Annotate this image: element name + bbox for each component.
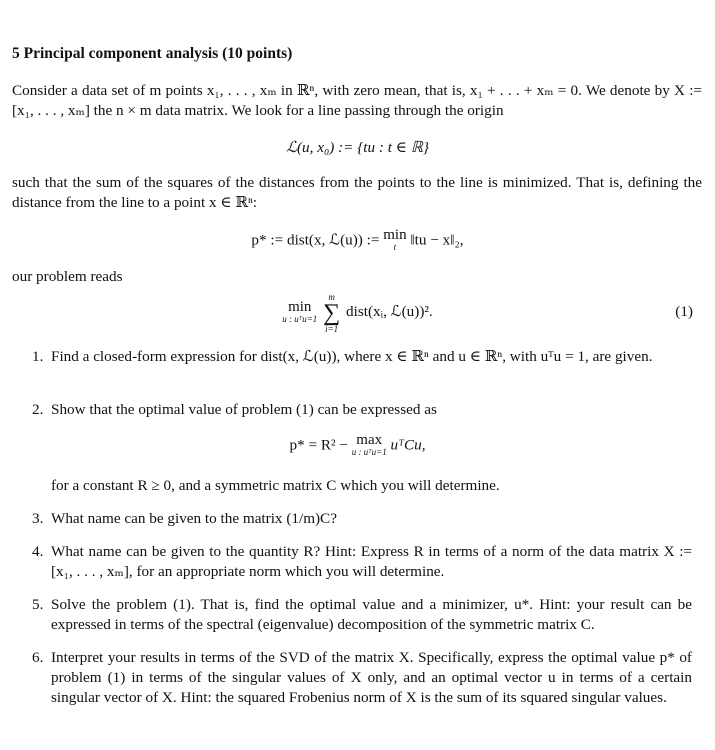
equation-distance bbox=[0, 229, 715, 253]
intro-paragraph-3: our problem reads bbox=[12, 268, 123, 285]
distance-rhs: ‖tu − x‖₂, bbox=[410, 231, 464, 249]
equation-line-definition bbox=[0, 138, 715, 158]
question-text-continuation: for a constant R ≥ 0, and a symmetric matrix C which you will determine. bbox=[51, 477, 500, 494]
distance-lhs: p* := dist(x, ℒ(u)) := bbox=[251, 231, 380, 249]
question-item-2 bbox=[32, 400, 692, 420]
question-item-1 bbox=[32, 347, 692, 367]
question-number: 5. bbox=[32, 596, 44, 613]
distance-min-subscript: t bbox=[393, 242, 397, 252]
question-text: What name can be given to the quantity R? Hint: Express R in terms of a norm of the data matrix X := [x₁, . . . , xₘ], for an appropriate norm which you will determine. bbox=[51, 543, 692, 580]
question-number: 4. bbox=[32, 543, 44, 560]
problem-sum-lower: i=1 bbox=[325, 323, 339, 334]
distance-min-operator bbox=[383, 229, 406, 253]
equation-problem bbox=[0, 290, 715, 334]
max-label: max bbox=[356, 432, 383, 448]
question-text: Solve the problem (1). That is, find the optimal value and a minimizer, u*. Hint: your result can be expressed in terms of the spectral (eigenvalue) decomposition of the symmetric matrix C. bbox=[51, 596, 692, 633]
question-item-4 bbox=[32, 542, 692, 582]
question-number: 2. bbox=[32, 401, 44, 418]
question-number: 6. bbox=[32, 649, 44, 666]
intro-paragraph-1: Consider a data set of m points x₁, . . . , xₘ in ℝⁿ, with zero mean, that is, x₁ + . . . + xₘ = 0. We denote by X := [x₁, . . . , xₘ] the n × m data matrix. We look for a line passing through the origin bbox=[12, 82, 702, 119]
distance-min-label: min bbox=[383, 227, 407, 243]
question-item-6 bbox=[32, 648, 692, 708]
question-text: Find a closed-form expression for dist(x, ℒ(u)), where x ∈ ℝⁿ and u ∈ ℝⁿ, with uᵀu = 1, are given. bbox=[51, 348, 653, 365]
equation-optimal-value bbox=[0, 434, 715, 458]
problem-sum-upper: m bbox=[328, 291, 335, 302]
problem-min-subscript: u : uᵀu=1 bbox=[282, 313, 318, 324]
question-number: 3. bbox=[32, 510, 44, 527]
question-item-2-continuation bbox=[32, 476, 692, 496]
intro-paragraph-2: such that the sum of the squares of the distances from the points to the line is minimized. That is, defining the distance from the line to a point x ∈ ℝⁿ: bbox=[12, 174, 702, 211]
question-text: Show that the optimal value of problem (1) can be expressed as bbox=[51, 401, 437, 418]
problem-body: dist(xᵢ, ℒ(u))². bbox=[346, 303, 433, 320]
problem-min-operator bbox=[282, 298, 318, 325]
problem-sum-operator bbox=[323, 292, 340, 334]
question-number: 1. bbox=[32, 348, 44, 365]
optimal-rhs: uᵀCu, bbox=[390, 436, 426, 454]
problem-min-label: min bbox=[288, 298, 312, 315]
question-item-3 bbox=[32, 509, 692, 529]
equation-number: (1) bbox=[675, 303, 693, 320]
max-subscript: u : uᵀu=1 bbox=[351, 447, 387, 457]
section-title: 5 Principal component analysis (10 points) bbox=[12, 45, 293, 62]
equation-line-text: ℒ(u, x₀) := {tu : t ∈ ℝ} bbox=[286, 139, 429, 156]
max-operator bbox=[352, 434, 387, 458]
question-item-5 bbox=[32, 595, 692, 635]
sigma-symbol: ∑ bbox=[323, 299, 341, 326]
question-text: What name can be given to the matrix (1/m)C? bbox=[51, 510, 337, 527]
optimal-lhs: p* = R² − bbox=[289, 436, 348, 454]
question-text: Interpret your results in terms of the SVD of the matrix X. Specifically, express the optimal value p* of problem (1) in terms of the singular values of X only, and an optimal vector u in terms of a certain singular vector of X. Hint: the squared Frobenius norm of X is the sum of its squared singular values. bbox=[51, 649, 692, 706]
